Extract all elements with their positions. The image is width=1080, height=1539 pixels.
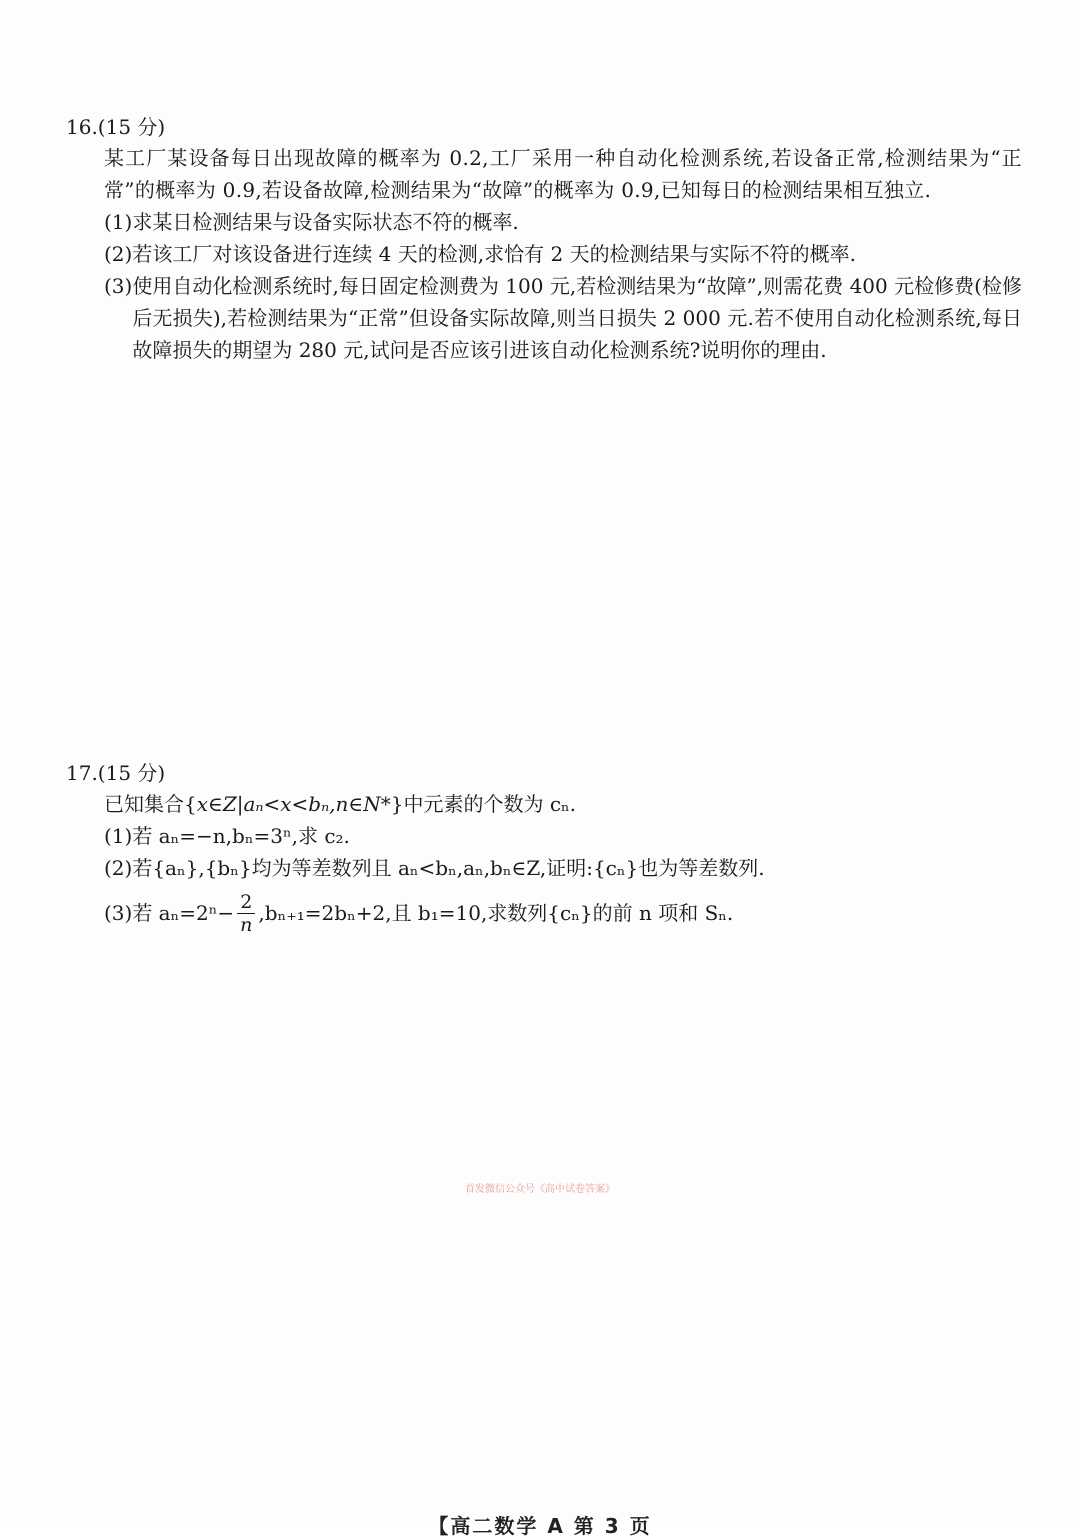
fraction-denominator: n [240,913,253,936]
question-16 [66,112,1026,366]
question-17-part-1: (1)若 aₙ=−n,bₙ=3ⁿ,求 c₂. [104,824,350,848]
question-17-set-definition: x∈Z|aₙ<x<bₙ,n∈N* [196,792,391,816]
watermark: 首发微信公众号《高中试卷答案》 [465,1184,615,1195]
question-17-stem-pre: 已知集合{ [104,792,197,816]
question-17-header: 17.(15 分) [66,761,166,785]
question-17-stem [104,788,1026,820]
question-17-part-3-pre: (3)若 aₙ=2ⁿ− [104,901,235,925]
question-17-stem-post: }中元素的个数为 cₙ. [390,792,577,816]
fraction-numerator: 2 [237,891,255,914]
question-16-part-3 [104,270,1022,366]
question-17 [66,758,1026,938]
question-16-part-3-number: (3) [104,274,133,298]
page-footer: 【高二数学 A 第 3 页 [428,1514,652,1538]
fraction-2-over-n [237,891,255,936]
question-17-part-3-post: ,bₙ₊₁=2bₙ+2,且 b₁=10,求数列{cₙ}的前 n 项和 Sₙ. [258,901,734,925]
question-17-part-3 [104,888,1026,938]
question-16-part-2: (2)若该工厂对该设备进行连续 4 天的检测,求恰有 2 天的检测结果与实际不符的概率. [104,242,856,266]
question-16-part-1: (1)求某日检测结果与设备实际状态不符的概率. [104,210,519,234]
question-16-stem: 某工厂某设备每日出现故障的概率为 0.2,工厂采用一种自动化检测系统,若设备正常,检测结果为“正常”的概率为 0.9,若设备故障,检测结果为“故障”的概率为 0.9,已知每日的检测结果相互独立. [104,146,1022,202]
question-17-part-2: (2)若{aₙ},{bₙ}均为等差数列且 aₙ<bₙ,aₙ,bₙ∈Z,证明:{cₙ}也为等差数列. [104,856,765,880]
question-16-part-3-text: 使用自动化检测系统时,每日固定检测费为 100 元,若检测结果为“故障”,则需花费 400 元检修费(检修后无损失),若检测结果为“正常”但设备实际故障,则当日损失 2 000 元.若不使用自动化检测系统,每日故障损失的期望为 280 元,试问是否应该引进该自动化检测系统?说明你的理由. [132,274,1022,362]
question-16-header: 16.(15 分) [66,115,166,139]
